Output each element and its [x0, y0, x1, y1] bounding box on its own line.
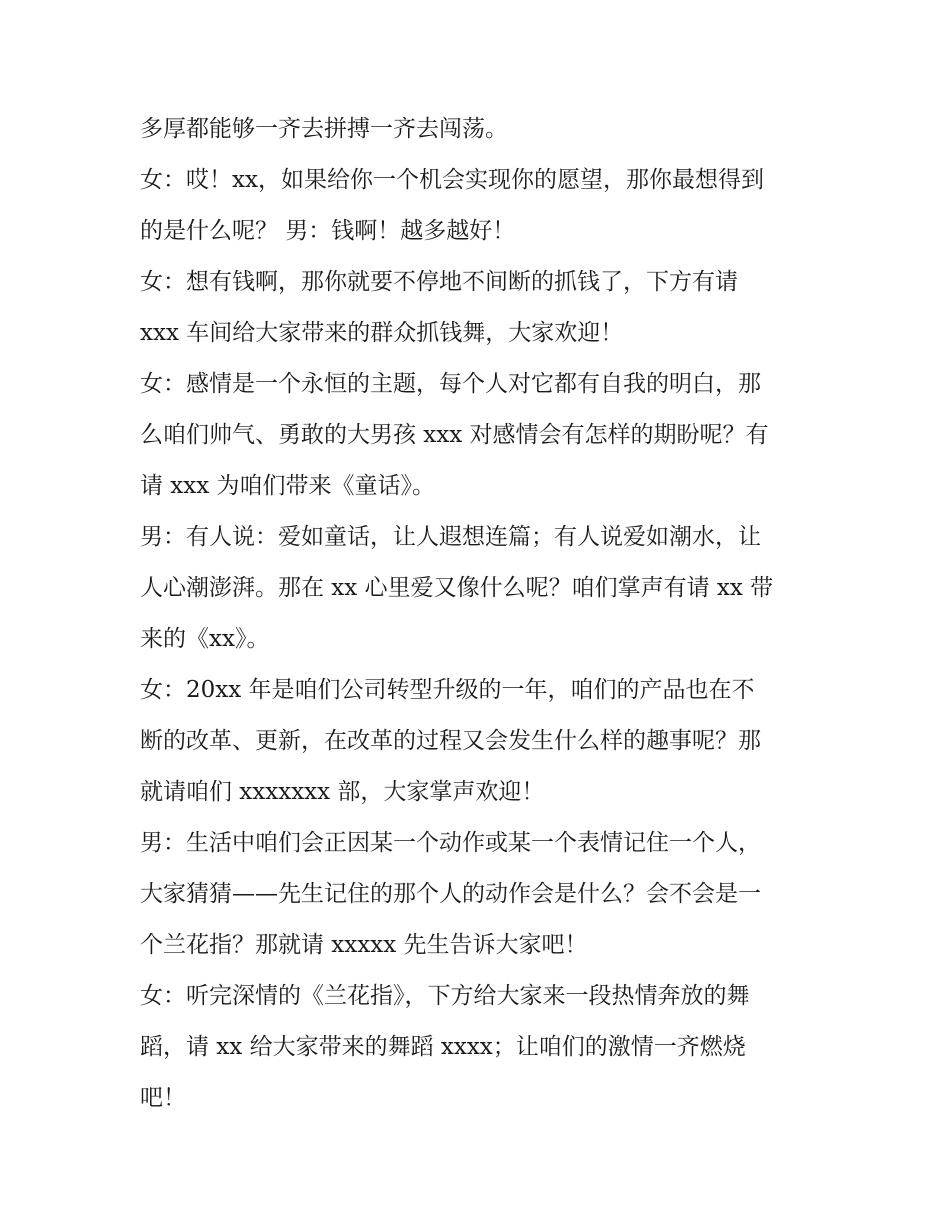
text-line: xxx 车间给大家带来的群众抓钱舞，大家欢迎！ [140, 320, 624, 346]
text-line: 请 xxx 为咱们带来《童话》。 [140, 473, 436, 499]
text-line: 女：哎！xx，如果给你一个机会实现你的愿望，那你最想得到 [140, 167, 764, 193]
text-line: 女：20xx 年是咱们公司转型升级的一年，咱们的产品也在不 [140, 677, 755, 703]
text-line: 蹈，请 xx 给大家带来的舞蹈 xxxx；让咱们的激情一齐燃烧 [140, 1034, 746, 1060]
text-line: 么咱们帅气、勇敢的大男孩 xxx 对感情会有怎样的期盼呢？有 [140, 422, 769, 448]
text-line: 多厚都能够一齐去拼搏一齐去闯荡。 [140, 116, 508, 142]
text-line: 女：感情是一个永恒的主题，每个人对它都有自我的明白，那 [140, 371, 761, 397]
text-line: 女：想有钱啊，那你就要不停地不间断的抓钱了，下方有请 [140, 269, 738, 295]
text-line: 吧！ [140, 1085, 186, 1111]
text-line: 的是什么呢？ 男：钱啊！越多越好！ [140, 218, 516, 244]
text-line: 来的《xx》。 [140, 626, 270, 652]
text-line: 就请咱们 xxxxxxx 部，大家掌声欢迎！ [140, 779, 545, 805]
text-line: 断的改革、更新，在改革的过程又会发生什么样的趣事呢？那 [140, 728, 761, 754]
text-line: 女：听完深情的《兰花指》，下方给大家来一段热情奔放的舞 [140, 983, 750, 1009]
text-line: 人心潮澎湃。那在 xx 心里爱又像什么呢？咱们掌声有请 xx 带 [140, 575, 774, 601]
document-body [140, 104, 820, 1124]
text-line: 男：有人说：爱如童话，让人遐想连篇；有人说爱如潮水，让 [140, 524, 761, 550]
text-line: 大家猜猜——先生记住的那个人的动作会是什么？会不会是一 [140, 881, 761, 907]
text-line: 个兰花指？那就请 xxxxx 先生告诉大家吧！ [140, 932, 588, 958]
text-line: 男：生活中咱们会正因某一个动作或某一个表情记住一个人， [140, 830, 761, 856]
